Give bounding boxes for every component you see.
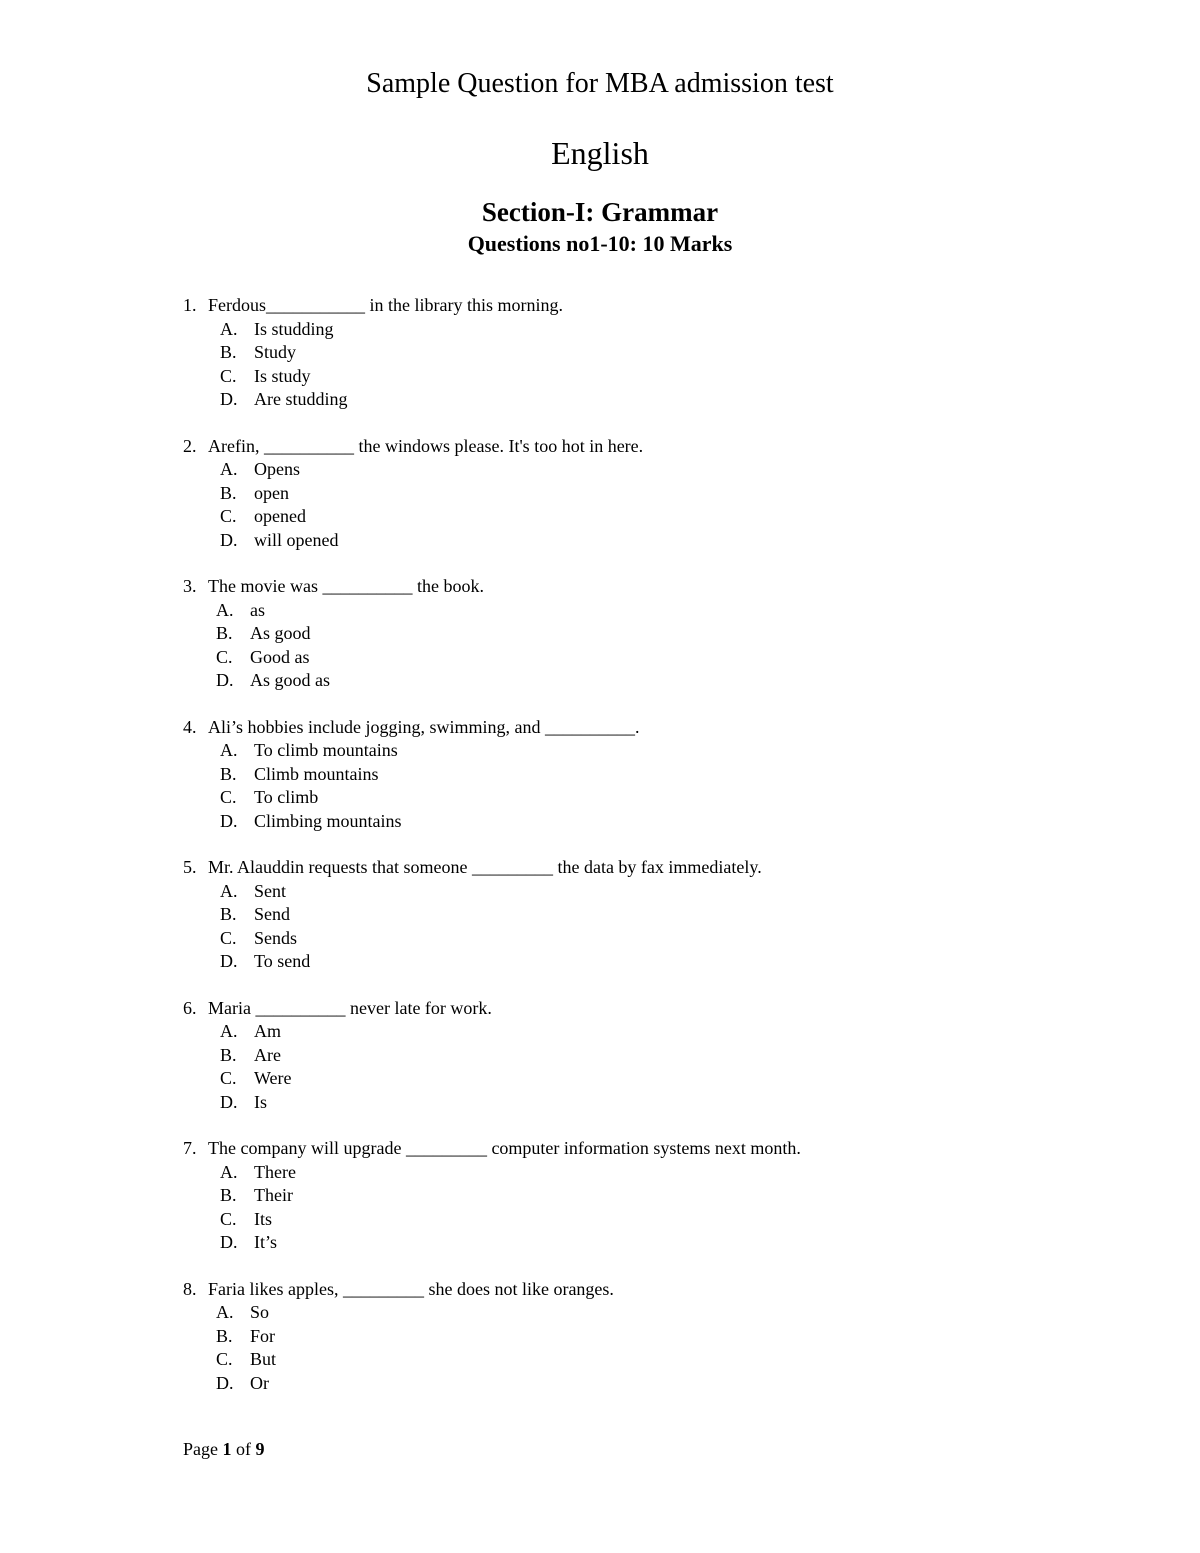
option-a [183, 1161, 1143, 1185]
option-list [183, 599, 1143, 693]
option-a [183, 880, 1143, 904]
option-c [183, 646, 1143, 670]
option-text: open [254, 482, 289, 503]
option-list [183, 1161, 1143, 1255]
question-text: Maria __________ never late for work. [208, 997, 492, 1018]
option-list [183, 739, 1143, 833]
option-letter: C. [216, 1349, 233, 1369]
option-text: Opens [254, 459, 300, 479]
option-letter: C. [220, 506, 237, 526]
option-letter: A. [216, 1302, 234, 1322]
page-label: Page [183, 1439, 218, 1459]
option-text: As good [250, 623, 311, 643]
option-letter: A. [220, 880, 238, 901]
question-number: 3. [183, 576, 197, 596]
option-text: To send [254, 951, 311, 971]
option-letter: B. [220, 763, 237, 784]
option-text: Or [250, 1372, 269, 1393]
option-text: Climbing mountains [254, 810, 402, 831]
option-c [183, 505, 1143, 529]
option-a [183, 599, 1143, 623]
option-letter: B. [220, 1044, 237, 1065]
question-text: Ali’s hobbies include jogging, swimming, and __________. [208, 716, 640, 737]
option-d [183, 529, 1143, 553]
question-text: Faria likes apples, _________ she does not like oranges. [208, 1278, 614, 1299]
option-d [183, 950, 1143, 974]
option-letter: B. [220, 1185, 237, 1205]
page-current: 1 [222, 1439, 232, 1459]
option-text: Is studding [254, 318, 334, 339]
option-list [183, 1020, 1143, 1114]
option-text: Am [254, 1021, 281, 1041]
of-label: of [236, 1439, 251, 1459]
option-a [183, 318, 1143, 342]
question-number: 4. [183, 716, 197, 737]
subject-heading: English [551, 135, 649, 171]
option-letter: A. [220, 1021, 238, 1041]
option-letter: D. [220, 1091, 238, 1112]
option-text: To climb mountains [254, 740, 398, 760]
option-text: Is [254, 1091, 267, 1112]
option-c [183, 1067, 1143, 1091]
option-c [183, 1208, 1143, 1232]
option-letter: A. [220, 740, 238, 760]
option-b [183, 903, 1143, 927]
option-text: There [254, 1161, 296, 1182]
option-text: Sent [254, 880, 287, 901]
page-total: 9 [255, 1439, 265, 1459]
marks-heading: Questions no1-10: 10 Marks [467, 231, 733, 256]
option-text: Send [254, 904, 290, 924]
question-text: The movie was __________ the book. [208, 576, 484, 596]
option-letter: D. [220, 529, 238, 550]
question-2 [183, 435, 1143, 553]
option-b [183, 1325, 1143, 1349]
option-text: Its [254, 1208, 272, 1229]
question-text: Mr. Alauddin requests that someone _________ the data by fax immediately. [208, 857, 762, 877]
question-8 [183, 1278, 1143, 1396]
question-text: Arefin, __________ the windows please. It's too hot in here. [208, 435, 644, 456]
option-d [183, 669, 1143, 693]
option-letter: D. [220, 389, 238, 409]
option-b [183, 763, 1143, 787]
option-letter: D. [216, 1372, 234, 1393]
option-c [183, 786, 1143, 810]
option-list [183, 1301, 1143, 1395]
option-a [183, 1020, 1143, 1044]
option-d [183, 1091, 1143, 1115]
option-letter: B. [216, 1325, 233, 1346]
question-4 [183, 716, 1143, 834]
option-d [183, 1231, 1143, 1255]
option-c [183, 927, 1143, 951]
option-text: Good as [250, 646, 310, 667]
option-c [183, 1348, 1143, 1372]
option-text: Is study [254, 365, 311, 386]
option-letter: D. [216, 670, 234, 690]
option-text: opened [254, 506, 306, 526]
option-text: For [250, 1325, 276, 1346]
option-letter: A. [216, 599, 234, 620]
option-letter: A. [220, 318, 238, 339]
option-letter: C. [220, 1208, 237, 1229]
question-number: 5. [183, 857, 197, 877]
option-c [183, 365, 1143, 389]
option-letter: B. [220, 342, 237, 362]
option-list [183, 458, 1143, 552]
option-letter: D. [220, 810, 238, 831]
option-letter: B. [216, 623, 233, 643]
question-number: 6. [183, 997, 197, 1018]
option-list [183, 318, 1143, 412]
option-letter: C. [220, 927, 237, 948]
option-b [183, 482, 1143, 506]
option-letter: B. [220, 904, 237, 924]
option-b [183, 1184, 1143, 1208]
page-footer [183, 1439, 265, 1460]
option-text: Climb mountains [254, 763, 379, 784]
option-text: As good as [250, 670, 330, 690]
option-letter: B. [220, 482, 237, 503]
option-text: Sends [254, 927, 298, 948]
question-5 [183, 856, 1143, 974]
option-a [183, 739, 1143, 763]
option-list [183, 880, 1143, 974]
section-heading: Section-I: Grammar [481, 197, 719, 227]
question-number: 8. [183, 1278, 197, 1299]
option-a [183, 1301, 1143, 1325]
option-text: Study [254, 342, 297, 362]
option-text: It’s [254, 1232, 278, 1252]
option-text: Are studding [254, 389, 348, 409]
option-text: But [250, 1349, 277, 1369]
question-6 [183, 997, 1143, 1115]
question-7 [183, 1137, 1143, 1255]
option-text: as [250, 599, 265, 620]
option-letter: D. [220, 1232, 238, 1252]
option-letter: A. [220, 459, 238, 479]
question-1 [183, 294, 1143, 412]
question-text: Ferdous___________ in the library this morning. [208, 295, 563, 315]
question-number: 2. [183, 435, 197, 456]
option-letter: A. [220, 1161, 238, 1182]
option-b [183, 622, 1143, 646]
option-d [183, 1372, 1143, 1396]
question-text: The company will upgrade _________ computer information systems next month. [208, 1138, 801, 1158]
option-text: So [250, 1302, 270, 1322]
option-text: will opened [254, 529, 339, 550]
option-text: Were [254, 1068, 292, 1088]
option-b [183, 1044, 1143, 1068]
option-text: To climb [254, 787, 319, 807]
question-number: 1. [183, 295, 197, 315]
option-letter: C. [220, 787, 237, 807]
question-list [183, 294, 1143, 1418]
option-letter: C. [220, 365, 237, 386]
option-text: Are [254, 1044, 281, 1065]
option-text: Their [254, 1185, 293, 1205]
question-3 [183, 575, 1143, 693]
option-a [183, 458, 1143, 482]
option-letter: C. [220, 1068, 237, 1088]
option-b [183, 341, 1143, 365]
document-title: Sample Question for MBA admission test [366, 68, 834, 99]
option-letter: D. [220, 951, 238, 971]
option-d [183, 810, 1143, 834]
option-d [183, 388, 1143, 412]
option-letter: C. [216, 646, 233, 667]
question-number: 7. [183, 1138, 197, 1158]
